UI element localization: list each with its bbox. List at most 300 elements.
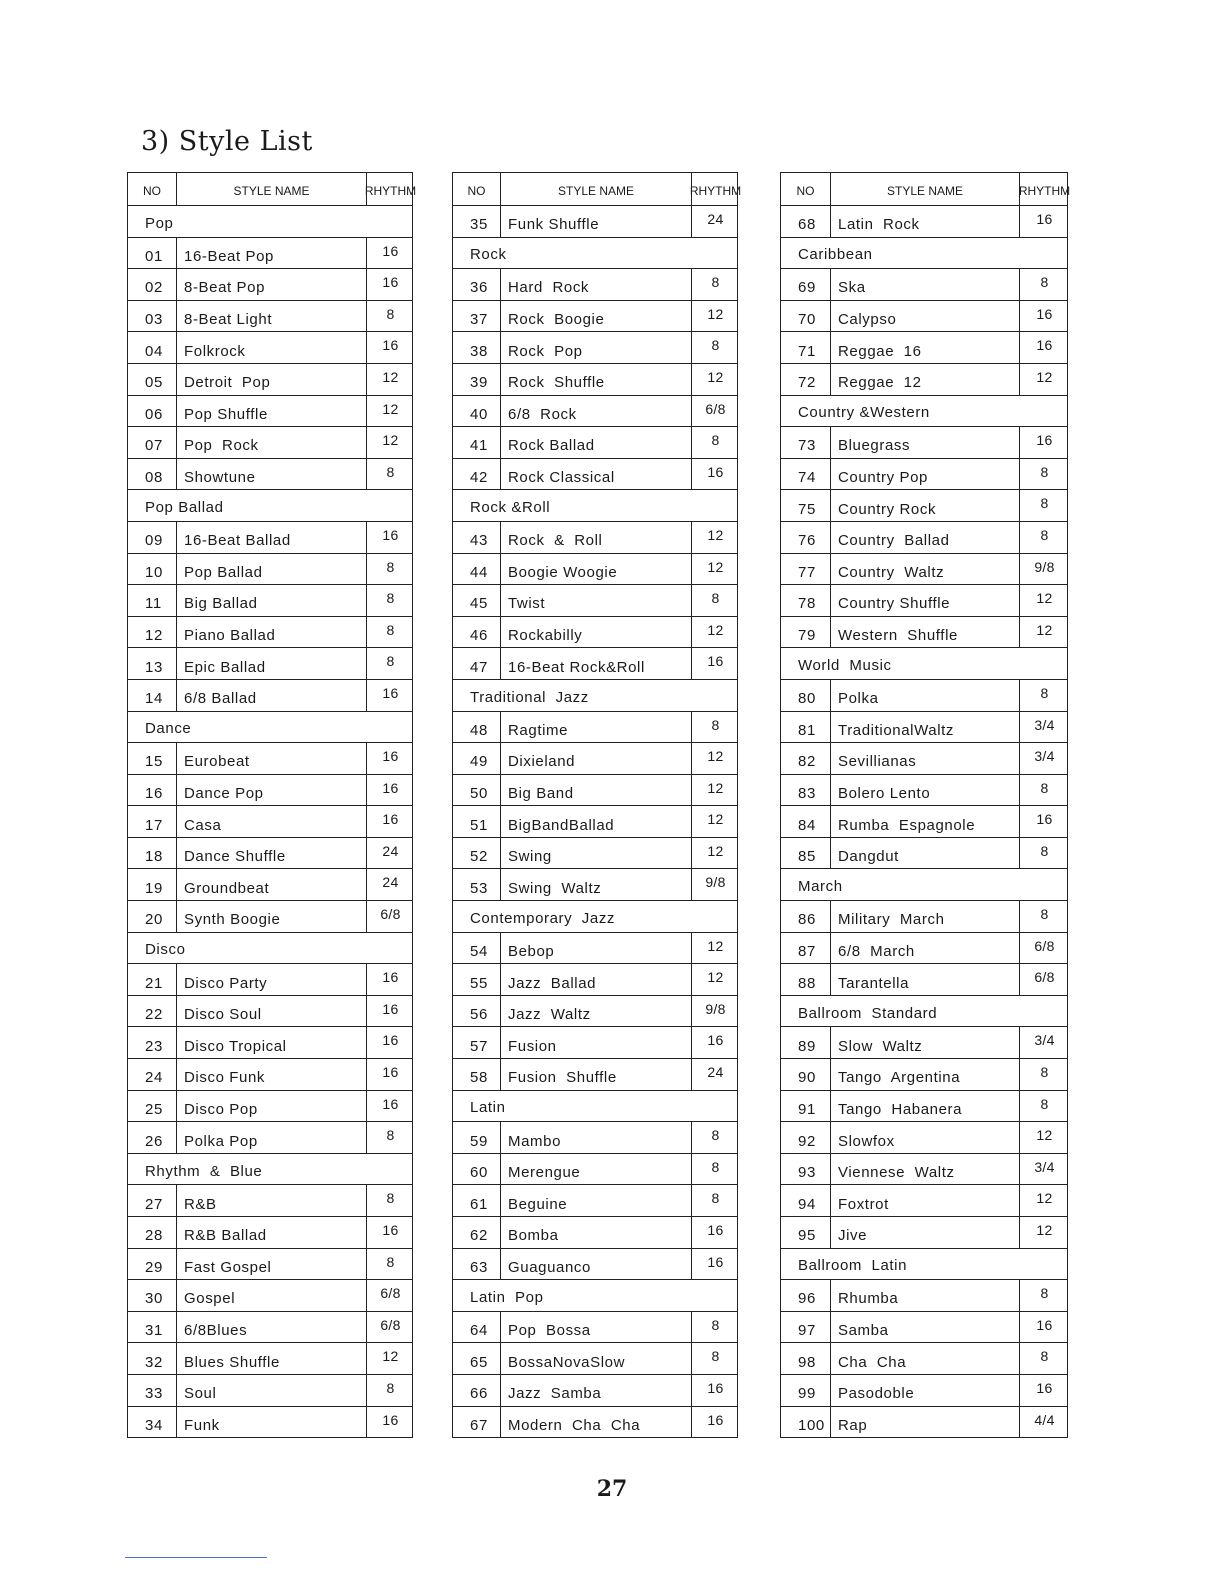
table-row <box>128 521 412 553</box>
style-number: 71 <box>798 342 816 360</box>
category-label: Disco <box>145 941 186 959</box>
table-row <box>781 963 1067 995</box>
style-number: 67 <box>470 1416 488 1434</box>
style-name: Guaguanco <box>500 1249 691 1280</box>
style-number: 44 <box>470 563 488 581</box>
style-rhythm: 6/8 <box>1019 964 1069 995</box>
table-row <box>453 205 737 237</box>
table-row <box>781 679 1067 711</box>
style-rhythm: 8 <box>366 648 414 679</box>
style-name: Viennese Waltz <box>830 1154 1019 1185</box>
style-rhythm: 16 <box>366 1407 414 1438</box>
table-row <box>781 932 1067 964</box>
style-name: Hard Rock <box>500 269 691 300</box>
style-rhythm: 16 <box>1019 1312 1069 1343</box>
style-name: Boogie Woogie <box>500 554 691 585</box>
style-rhythm: 6/8 <box>1019 933 1069 964</box>
style-number: 96 <box>798 1290 816 1308</box>
style-name: Bomba <box>500 1217 691 1248</box>
style-number: 59 <box>470 1132 488 1150</box>
style-name: Disco Party <box>176 964 366 995</box>
style-rhythm: 24 <box>691 1059 739 1090</box>
style-name: Samba <box>830 1312 1019 1343</box>
category-row <box>453 1279 737 1311</box>
style-rhythm: 12 <box>691 554 739 585</box>
style-name: Swing Waltz <box>500 869 691 900</box>
table-row <box>453 837 737 869</box>
category-row <box>453 237 737 269</box>
style-number: 49 <box>470 753 488 771</box>
style-name: 16-Beat Ballad <box>176 522 366 553</box>
style-number: 04 <box>145 342 163 360</box>
style-name: Mambo <box>500 1122 691 1153</box>
table-row <box>781 900 1067 932</box>
table-row <box>453 1058 737 1090</box>
style-name: Detroit Pop <box>176 364 366 395</box>
style-rhythm: 16 <box>366 743 414 774</box>
style-name: Rumba Espagnole <box>830 806 1019 837</box>
table-row <box>128 331 412 363</box>
table-row <box>781 363 1067 395</box>
table-row <box>453 458 737 490</box>
table-row <box>128 1374 412 1406</box>
table-row <box>781 1153 1067 1185</box>
table-row <box>781 584 1067 616</box>
table-row <box>781 1184 1067 1216</box>
table-row <box>128 1342 412 1374</box>
style-rhythm: 12 <box>691 775 739 806</box>
style-name: Rock Ballad <box>500 427 691 458</box>
style-rhythm: 24 <box>366 869 414 900</box>
style-number: 52 <box>470 848 488 866</box>
style-name: Slow Waltz <box>830 1027 1019 1058</box>
table-row <box>781 1058 1067 1090</box>
style-number: 34 <box>145 1416 163 1434</box>
style-rhythm: 16 <box>691 1027 739 1058</box>
style-rhythm: 9/8 <box>691 869 739 900</box>
style-name: BigBandBallad <box>500 806 691 837</box>
style-name: Western Shuffle <box>830 617 1019 648</box>
page-number: 27 <box>596 1476 628 1502</box>
style-rhythm: 8 <box>691 1154 739 1185</box>
style-rhythm: 12 <box>1019 585 1069 616</box>
style-name: Eurobeat <box>176 743 366 774</box>
style-name: Rock & Roll <box>500 522 691 553</box>
style-rhythm: 16 <box>366 269 414 300</box>
style-rhythm: 16 <box>691 1407 739 1438</box>
style-rhythm: 8 <box>691 585 739 616</box>
style-rhythm: 8 <box>366 301 414 332</box>
table-row <box>453 711 737 743</box>
style-number: 22 <box>145 1006 163 1024</box>
style-rhythm: 12 <box>1019 364 1069 395</box>
category-row <box>453 900 737 932</box>
style-name: 16-Beat Pop <box>176 238 366 269</box>
style-name: Rap <box>830 1407 1019 1438</box>
style-number: 30 <box>145 1290 163 1308</box>
style-number: 45 <box>470 595 488 613</box>
category-label: Latin Pop <box>470 1288 544 1306</box>
style-name: 8-Beat Light <box>176 301 366 332</box>
style-name: Foxtrot <box>830 1185 1019 1216</box>
category-label: Country &Western <box>798 404 930 422</box>
category-row <box>128 205 412 237</box>
style-number: 85 <box>798 848 816 866</box>
table-row <box>781 1406 1067 1438</box>
style-rhythm: 12 <box>691 522 739 553</box>
style-number: 40 <box>470 405 488 423</box>
style-rhythm: 16 <box>366 1027 414 1058</box>
table-row <box>453 1184 737 1216</box>
style-name: Rock Classical <box>500 459 691 490</box>
style-rhythm: 8 <box>1019 1343 1069 1374</box>
style-name: Modern Cha Cha <box>500 1407 691 1438</box>
table-row <box>781 1216 1067 1248</box>
style-name: Merengue <box>500 1154 691 1185</box>
style-name: R&B Ballad <box>176 1217 366 1248</box>
style-rhythm: 8 <box>1019 680 1069 711</box>
style-rhythm: 16 <box>691 1249 739 1280</box>
style-name: Pop Rock <box>176 427 366 458</box>
style-rhythm: 12 <box>691 806 739 837</box>
table-row <box>453 963 737 995</box>
style-rhythm: 6/8 <box>366 901 414 932</box>
category-row <box>128 932 412 964</box>
style-name: Dixieland <box>500 743 691 774</box>
header-rhythm: RHYTHM <box>366 173 414 205</box>
header-no: NO <box>467 183 486 198</box>
style-name: Latin Rock <box>830 206 1019 237</box>
category-label: Rock &Roll <box>470 499 551 517</box>
style-name: Military March <box>830 901 1019 932</box>
style-name: Soul <box>176 1375 366 1406</box>
table-row <box>781 1279 1067 1311</box>
table-row <box>453 1248 737 1280</box>
style-name: Ragtime <box>500 712 691 743</box>
style-rhythm: 8 <box>366 1375 414 1406</box>
category-row <box>781 1248 1067 1280</box>
style-rhythm: 16 <box>366 238 414 269</box>
style-name: Piano Ballad <box>176 617 366 648</box>
category-row <box>128 489 412 521</box>
style-number: 54 <box>470 942 488 960</box>
style-number: 81 <box>798 721 816 739</box>
category-row <box>128 1153 412 1185</box>
style-number: 82 <box>798 753 816 771</box>
category-row <box>453 1090 737 1122</box>
style-rhythm: 16 <box>1019 332 1069 363</box>
style-name: Country Waltz <box>830 554 1019 585</box>
style-number: 14 <box>145 690 163 708</box>
style-rhythm: 8 <box>366 1185 414 1216</box>
category-label: Rock <box>470 246 507 264</box>
style-rhythm: 12 <box>691 743 739 774</box>
style-number: 68 <box>798 216 816 234</box>
table-row <box>128 963 412 995</box>
style-rhythm: 8 <box>691 1122 739 1153</box>
style-name: Showtune <box>176 459 366 490</box>
style-number: 63 <box>470 1258 488 1276</box>
style-rhythm: 16 <box>366 806 414 837</box>
table-row <box>453 1153 737 1185</box>
table-row <box>781 458 1067 490</box>
category-label: Ballroom Standard <box>798 1004 938 1022</box>
style-name: TraditionalWaltz <box>830 712 1019 743</box>
style-rhythm: 3/4 <box>1019 743 1069 774</box>
style-number: 98 <box>798 1353 816 1371</box>
style-number: 01 <box>145 247 163 265</box>
style-number: 70 <box>798 311 816 329</box>
style-rhythm: 16 <box>366 996 414 1027</box>
page-title: 3) Style List <box>141 126 313 157</box>
style-rhythm: 16 <box>366 680 414 711</box>
style-name: Rock Pop <box>500 332 691 363</box>
table-row <box>453 742 737 774</box>
table-row <box>453 868 737 900</box>
header-rhythm: RHYTHM <box>691 173 739 205</box>
style-name: Pasodoble <box>830 1375 1019 1406</box>
style-rhythm: 8 <box>366 459 414 490</box>
header-style-name: STYLE NAME <box>830 173 1019 205</box>
style-rhythm: 3/4 <box>1019 1154 1069 1185</box>
table-row <box>781 1026 1067 1058</box>
style-number: 37 <box>470 311 488 329</box>
style-rhythm: 16 <box>366 332 414 363</box>
table-row <box>781 805 1067 837</box>
style-number: 33 <box>145 1385 163 1403</box>
header-row <box>781 173 1071 205</box>
category-row <box>781 395 1067 427</box>
style-rhythm: 12 <box>691 364 739 395</box>
table-row <box>781 268 1067 300</box>
table-row <box>128 584 412 616</box>
style-rhythm: 16 <box>366 1217 414 1248</box>
style-rhythm: 8 <box>691 1312 739 1343</box>
table-row <box>453 1121 737 1153</box>
header-style-name: STYLE NAME <box>500 173 691 205</box>
style-rhythm: 8 <box>366 554 414 585</box>
style-rhythm: 24 <box>366 838 414 869</box>
style-rhythm: 16 <box>366 1059 414 1090</box>
style-rhythm: 8 <box>1019 459 1069 490</box>
table-row <box>128 1279 412 1311</box>
style-rhythm: 16 <box>1019 301 1069 332</box>
style-number: 46 <box>470 627 488 645</box>
style-rhythm: 8 <box>691 427 739 458</box>
table-row <box>453 1026 737 1058</box>
table-row <box>128 1248 412 1280</box>
style-rhythm: 12 <box>366 396 414 427</box>
style-rhythm: 24 <box>691 206 739 237</box>
style-number: 90 <box>798 1069 816 1087</box>
style-number: 56 <box>470 1006 488 1024</box>
style-number: 66 <box>470 1385 488 1403</box>
style-number: 79 <box>798 627 816 645</box>
category-label: March <box>798 878 843 896</box>
style-number: 17 <box>145 816 163 834</box>
style-number: 91 <box>798 1100 816 1118</box>
table-row <box>453 331 737 363</box>
style-rhythm: 6/8 <box>691 396 739 427</box>
style-rhythm: 16 <box>366 1091 414 1122</box>
header-rhythm: RHYTHM <box>1019 173 1069 205</box>
table-row <box>128 268 412 300</box>
style-rhythm: 12 <box>1019 1185 1069 1216</box>
style-number: 69 <box>798 279 816 297</box>
style-number: 26 <box>145 1132 163 1150</box>
style-name: Big Band <box>500 775 691 806</box>
table-row <box>453 584 737 616</box>
table-row <box>781 1121 1067 1153</box>
style-number: 92 <box>798 1132 816 1150</box>
style-name: Blues Shuffle <box>176 1343 366 1374</box>
style-table-2 <box>452 172 742 1438</box>
style-rhythm: 8 <box>366 585 414 616</box>
table-row <box>128 1026 412 1058</box>
style-name: Casa <box>176 806 366 837</box>
style-number: 65 <box>470 1353 488 1371</box>
style-name: Jazz Samba <box>500 1375 691 1406</box>
table-row <box>453 774 737 806</box>
table-row <box>453 300 737 332</box>
style-name: Disco Soul <box>176 996 366 1027</box>
style-rhythm: 16 <box>1019 806 1069 837</box>
table-row <box>781 837 1067 869</box>
style-name: 16-Beat Rock&Roll <box>500 648 691 679</box>
style-table-1 <box>127 172 417 1438</box>
style-number: 13 <box>145 658 163 676</box>
table-row <box>128 458 412 490</box>
style-name: Tarantella <box>830 964 1019 995</box>
category-row <box>781 995 1067 1027</box>
style-rhythm: 3/4 <box>1019 712 1069 743</box>
table-row <box>128 1090 412 1122</box>
table-row <box>781 774 1067 806</box>
style-rhythm: 8 <box>366 1122 414 1153</box>
table-row <box>128 1058 412 1090</box>
style-name: Rhumba <box>830 1280 1019 1311</box>
style-number: 47 <box>470 658 488 676</box>
style-name: Folkrock <box>176 332 366 363</box>
category-label: Pop Ballad <box>145 499 224 517</box>
style-name: Country Shuffle <box>830 585 1019 616</box>
table-row <box>128 742 412 774</box>
table-row <box>128 868 412 900</box>
style-rhythm: 8 <box>1019 1091 1069 1122</box>
style-number: 08 <box>145 469 163 487</box>
style-name: Disco Funk <box>176 1059 366 1090</box>
style-name: Dangdut <box>830 838 1019 869</box>
table-row <box>453 1406 737 1438</box>
style-table-3 <box>780 172 1071 1438</box>
style-rhythm: 8 <box>691 1343 739 1374</box>
style-rhythm: 8 <box>1019 838 1069 869</box>
table-row <box>128 647 412 679</box>
style-number: 29 <box>145 1258 163 1276</box>
style-rhythm: 16 <box>1019 206 1069 237</box>
style-name: Jazz Waltz <box>500 996 691 1027</box>
style-rhythm: 12 <box>691 838 739 869</box>
table-row <box>128 237 412 269</box>
style-number: 58 <box>470 1069 488 1087</box>
table-row <box>453 1374 737 1406</box>
style-rhythm: 8 <box>1019 1280 1069 1311</box>
category-row <box>781 237 1067 269</box>
style-rhythm: 3/4 <box>1019 1027 1069 1058</box>
table-row <box>453 1311 737 1343</box>
style-name: Bebop <box>500 933 691 964</box>
style-name: Pop Shuffle <box>176 396 366 427</box>
style-rhythm: 12 <box>691 617 739 648</box>
category-row <box>453 679 737 711</box>
style-rhythm: 12 <box>1019 1217 1069 1248</box>
style-name: Rock Shuffle <box>500 364 691 395</box>
style-number: 25 <box>145 1100 163 1118</box>
style-number: 75 <box>798 500 816 518</box>
style-name: Disco Tropical <box>176 1027 366 1058</box>
table-row <box>453 521 737 553</box>
table-row <box>453 426 737 458</box>
style-name: Cha Cha <box>830 1343 1019 1374</box>
style-rhythm: 16 <box>691 1375 739 1406</box>
category-label: Dance <box>145 720 192 738</box>
style-rhythm: 9/8 <box>1019 554 1069 585</box>
style-number: 35 <box>470 216 488 234</box>
style-name: Tango Argentina <box>830 1059 1019 1090</box>
style-rhythm: 16 <box>366 775 414 806</box>
table-row <box>453 395 737 427</box>
style-number: 31 <box>145 1322 163 1340</box>
style-name: Jazz Ballad <box>500 964 691 995</box>
style-rhythm: 16 <box>691 459 739 490</box>
table-row <box>781 1374 1067 1406</box>
style-rhythm: 8 <box>366 617 414 648</box>
style-rhythm: 16 <box>1019 1375 1069 1406</box>
header-row <box>453 173 742 205</box>
category-label: Ballroom Latin <box>798 1257 908 1275</box>
style-number: 02 <box>145 279 163 297</box>
table-row <box>781 1311 1067 1343</box>
table-row <box>128 395 412 427</box>
style-number: 24 <box>145 1069 163 1087</box>
style-name: Fast Gospel <box>176 1249 366 1280</box>
style-name: Twist <box>500 585 691 616</box>
style-rhythm: 12 <box>366 427 414 458</box>
header-no: NO <box>796 183 815 198</box>
table-row <box>453 1342 737 1374</box>
table-row <box>453 805 737 837</box>
style-number: 74 <box>798 469 816 487</box>
style-name: Fusion <box>500 1027 691 1058</box>
style-rhythm: 12 <box>1019 1122 1069 1153</box>
style-name: BossaNovaSlow <box>500 1343 691 1374</box>
style-name: Fusion Shuffle <box>500 1059 691 1090</box>
table-row <box>781 205 1067 237</box>
style-number: 19 <box>145 879 163 897</box>
style-number: 07 <box>145 437 163 455</box>
style-number: 18 <box>145 848 163 866</box>
style-number: 48 <box>470 721 488 739</box>
style-name: Reggae 12 <box>830 364 1019 395</box>
category-row <box>781 868 1067 900</box>
footnote-rule <box>125 1557 267 1558</box>
style-name: Epic Ballad <box>176 648 366 679</box>
table-row <box>128 1184 412 1216</box>
category-label: World Music <box>798 657 892 675</box>
style-rhythm: 8 <box>691 269 739 300</box>
category-label: Rhythm & Blue <box>145 1162 263 1180</box>
table-row <box>128 1121 412 1153</box>
